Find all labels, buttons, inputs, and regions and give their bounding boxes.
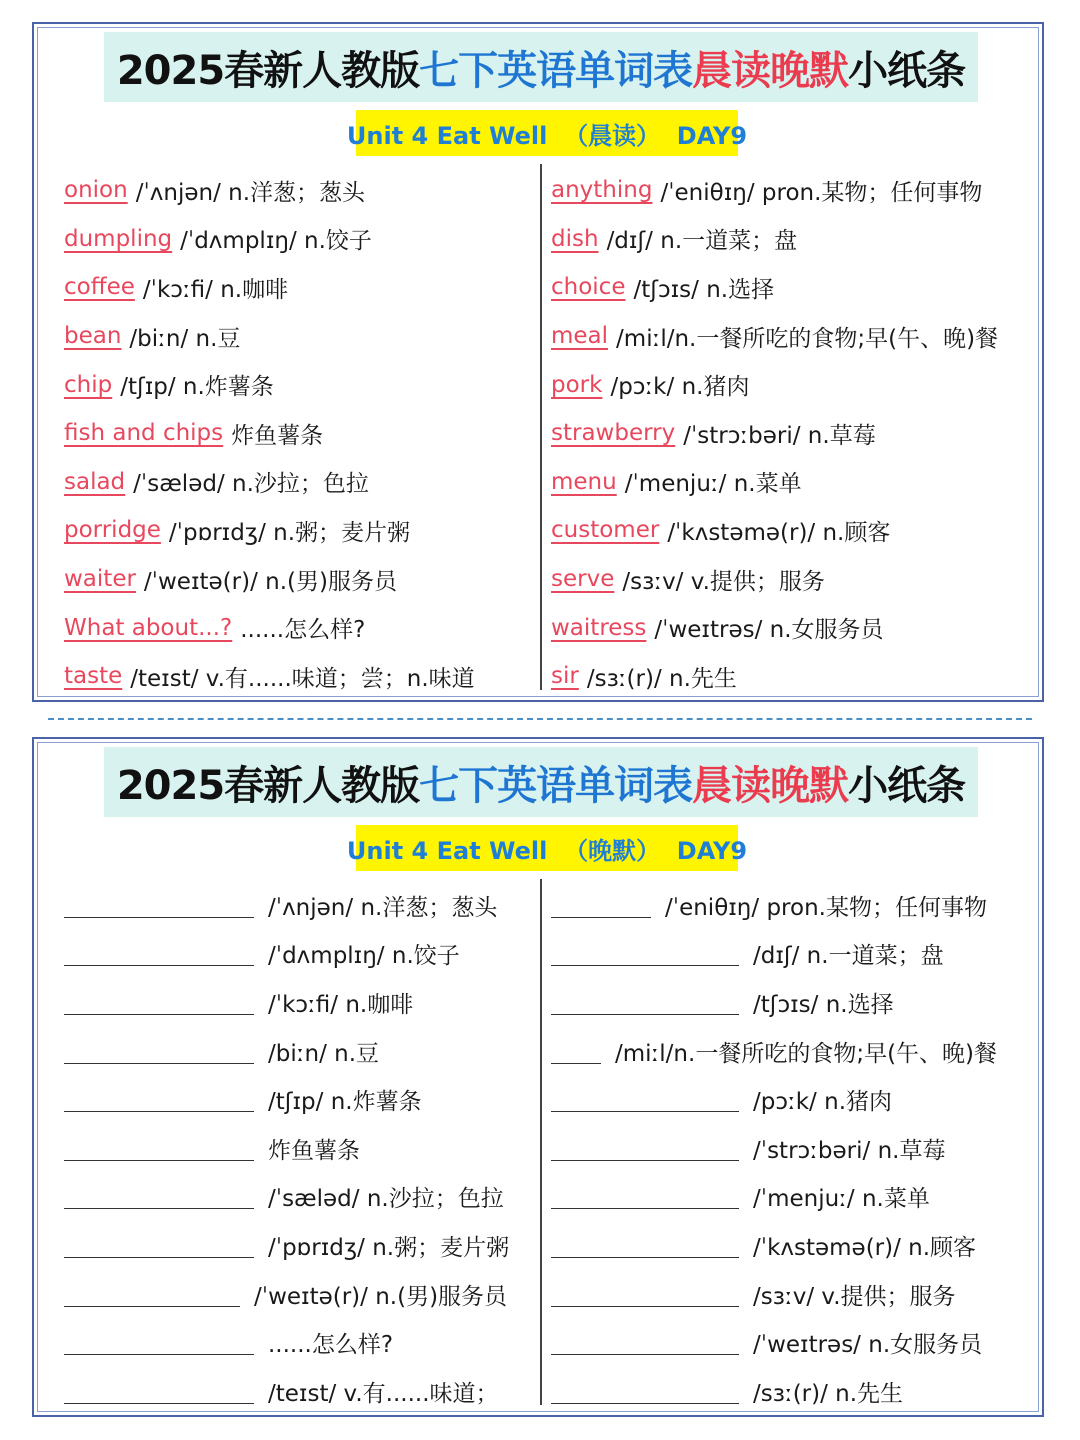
vocab-row bbox=[551, 409, 1037, 458]
vocab-word: chip bbox=[64, 371, 113, 398]
vocab-definition: /ˈmenjuː/ n.菜单 bbox=[624, 471, 802, 498]
vocab-word: sir bbox=[551, 663, 579, 690]
evening-right-column bbox=[551, 881, 1037, 1416]
vocab-definition: /teɪst/ v.有......味道；尝；n.味道 bbox=[130, 665, 475, 692]
vocab-definition: /ˈweɪtə(r)/ n.(男)服务员 bbox=[143, 568, 397, 595]
page-title bbox=[104, 747, 978, 817]
page-title bbox=[104, 32, 978, 102]
vocab-row bbox=[64, 1270, 534, 1319]
morning-right-column bbox=[551, 166, 1037, 701]
evening-left-column bbox=[64, 881, 534, 1416]
title-part1: 2025春新人教版 bbox=[116, 762, 420, 809]
vocab-definition: /tʃɪp/ n.炸薯条 bbox=[120, 374, 274, 401]
vocab-word: anything bbox=[551, 177, 653, 204]
vocab-definition: /tʃɔɪs/ n.选择 bbox=[753, 991, 894, 1018]
title-part2: 七下英语单词表 bbox=[419, 762, 693, 809]
vocab-row bbox=[64, 506, 534, 555]
vocab-row bbox=[64, 312, 534, 361]
vocab-row bbox=[551, 1027, 1037, 1076]
vocab-definition: /ˈkʌstəmə(r)/ n.顾客 bbox=[667, 519, 891, 546]
answer-blank[interactable] bbox=[64, 1282, 240, 1307]
vocab-word: dumpling bbox=[64, 225, 173, 252]
vocab-row bbox=[551, 360, 1037, 409]
vocab-word: porridge bbox=[64, 517, 161, 544]
vocab-row bbox=[551, 881, 1037, 930]
vocab-row bbox=[551, 215, 1037, 264]
answer-blank[interactable] bbox=[551, 1087, 739, 1112]
vocab-row bbox=[64, 652, 534, 701]
answer-blank[interactable] bbox=[64, 1379, 254, 1404]
title-part4: 小纸条 bbox=[848, 762, 966, 809]
vocab-definition: /ˈʌnjən/ n.洋葱；葱头 bbox=[268, 894, 498, 921]
answer-blank[interactable] bbox=[64, 990, 254, 1015]
vocab-definition: /ˈstrɔːbəri/ n.草莓 bbox=[753, 1137, 946, 1164]
title-part2: 七下英语单词表 bbox=[419, 47, 693, 94]
vocab-row bbox=[551, 312, 1037, 361]
vocab-row bbox=[551, 652, 1037, 701]
vocab-definition: /ˈpɒrɪdʒ/ n.粥；麦片粥 bbox=[168, 519, 411, 546]
vocab-row bbox=[64, 166, 534, 215]
vocab-row bbox=[551, 1318, 1037, 1367]
vocab-definition: /pɔːk/ n.猪肉 bbox=[610, 374, 750, 401]
answer-blank[interactable] bbox=[551, 990, 739, 1015]
answer-blank[interactable] bbox=[551, 1184, 739, 1209]
vocab-word: What about...? bbox=[64, 614, 233, 641]
vocab-definition: /sɜːv/ v.提供；服务 bbox=[753, 1283, 956, 1310]
answer-blank[interactable] bbox=[551, 1039, 601, 1064]
column-divider bbox=[540, 879, 542, 1405]
vocab-definition: /biːn/ n.豆 bbox=[129, 325, 241, 352]
vocab-row bbox=[64, 930, 534, 979]
vocab-definition: /ˈeniθɪŋ/ pron.某物；任何事物 bbox=[665, 894, 987, 921]
vocab-row bbox=[64, 555, 534, 604]
vocab-word: waitress bbox=[551, 614, 647, 641]
vocab-row bbox=[64, 881, 534, 930]
vocab-row bbox=[551, 555, 1037, 604]
vocab-row bbox=[551, 263, 1037, 312]
vocab-definition: /dɪʃ/ n.一道菜；盘 bbox=[606, 228, 798, 255]
vocab-definition: /ˈsæləd/ n.沙拉；色拉 bbox=[268, 1186, 504, 1213]
vocab-row bbox=[64, 458, 534, 507]
vocab-definition: /sɜːv/ v.提供；服务 bbox=[622, 568, 825, 595]
vocab-row bbox=[551, 1173, 1037, 1222]
vocab-definition: /ˈʌnjən/ n.洋葱；葱头 bbox=[135, 179, 366, 206]
vocab-definition: /tʃɔɪs/ n.选择 bbox=[633, 276, 775, 303]
vocab-definition: /ˈweɪtrəs/ n.女服务员 bbox=[753, 1332, 983, 1359]
answer-blank[interactable] bbox=[64, 1039, 254, 1064]
vocab-word: choice bbox=[551, 274, 626, 301]
vocab-definition: ......怎么样? bbox=[268, 1332, 394, 1359]
vocab-definition: /ˈdʌmplɪŋ/ n.饺子 bbox=[180, 228, 372, 255]
vocab-word: waiter bbox=[64, 566, 136, 593]
answer-blank[interactable] bbox=[551, 1330, 739, 1355]
vocab-definition: /ˈweɪtə(r)/ n.(男)服务员 bbox=[254, 1283, 508, 1310]
vocab-row bbox=[551, 1221, 1037, 1270]
vocab-word: menu bbox=[551, 468, 617, 495]
vocab-definition: /sɜː(r)/ n.先生 bbox=[753, 1380, 904, 1407]
vocab-word: meal bbox=[551, 323, 609, 350]
vocab-word: onion bbox=[64, 177, 128, 204]
vocab-definition: /sɜː(r)/ n.先生 bbox=[586, 665, 737, 692]
vocab-definition: /ˈdʌmplɪŋ/ n.饺子 bbox=[268, 943, 460, 970]
answer-blank[interactable] bbox=[64, 1184, 254, 1209]
vocab-word: salad bbox=[64, 468, 126, 495]
vocab-word: serve bbox=[551, 566, 615, 593]
title-part3: 晨读晚默 bbox=[692, 47, 849, 94]
vocab-row bbox=[551, 1367, 1037, 1416]
vocab-row bbox=[551, 1075, 1037, 1124]
vocab-row bbox=[64, 1173, 534, 1222]
vocab-definition: /dɪʃ/ n.一道菜；盘 bbox=[753, 943, 944, 970]
vocab-word: bean bbox=[64, 323, 122, 350]
vocab-definition: /teɪst/ v.有......味道； bbox=[268, 1380, 499, 1407]
title-part3: 晨读晚默 bbox=[692, 762, 849, 809]
vocab-word: taste bbox=[64, 663, 123, 690]
vocab-row bbox=[551, 458, 1037, 507]
vocab-definition: 炸鱼薯条 bbox=[268, 1137, 360, 1164]
vocab-row bbox=[551, 506, 1037, 555]
vocab-row bbox=[64, 1124, 534, 1173]
answer-blank[interactable] bbox=[551, 941, 739, 966]
vocab-word: fish and chips bbox=[64, 420, 224, 447]
vocab-row bbox=[64, 1318, 534, 1367]
vocab-word: customer bbox=[551, 517, 660, 544]
vocab-row bbox=[64, 215, 534, 264]
vocab-word: dish bbox=[551, 225, 599, 252]
vocab-definition: /ˈstrɔːbəri/ n.草莓 bbox=[683, 422, 876, 449]
vocab-definition: /ˈeniθɪŋ/ pron.某物；任何事物 bbox=[660, 179, 983, 206]
vocab-definition: /pɔːk/ n.猪肉 bbox=[753, 1089, 892, 1116]
vocab-definition: ......怎么样? bbox=[240, 617, 366, 644]
vocab-definition: /miːl/n.一餐所吃的食物;早(午、晚)餐 bbox=[615, 1040, 998, 1067]
vocab-word: pork bbox=[551, 371, 603, 398]
answer-blank[interactable] bbox=[64, 941, 254, 966]
column-divider bbox=[540, 164, 542, 690]
vocab-row bbox=[551, 166, 1037, 215]
vocab-row bbox=[64, 1221, 534, 1270]
answer-blank[interactable] bbox=[64, 1233, 254, 1258]
vocab-definition: /ˈpɒrɪdʒ/ n.粥；麦片粥 bbox=[268, 1234, 510, 1261]
vocab-row bbox=[64, 263, 534, 312]
vocab-row bbox=[64, 1027, 534, 1076]
vocab-row bbox=[551, 930, 1037, 979]
vocab-row bbox=[64, 978, 534, 1027]
vocab-word: strawberry bbox=[551, 420, 676, 447]
vocab-definition: /ˈweɪtrəs/ n.女服务员 bbox=[654, 617, 884, 644]
vocab-word: coffee bbox=[64, 274, 135, 301]
vocab-row bbox=[64, 1367, 534, 1416]
vocab-definition: /tʃɪp/ n.炸薯条 bbox=[268, 1089, 422, 1116]
morning-left-column bbox=[64, 166, 534, 701]
answer-blank[interactable] bbox=[64, 893, 254, 918]
answer-blank[interactable] bbox=[64, 1136, 254, 1161]
title-part1: 2025春新人教版 bbox=[116, 47, 420, 94]
vocab-row bbox=[551, 1270, 1037, 1319]
vocab-definition: /ˈmenjuː/ n.菜单 bbox=[753, 1186, 930, 1213]
vocab-definition: /ˈkɔːfi/ n.咖啡 bbox=[142, 276, 289, 303]
vocab-row bbox=[64, 603, 534, 652]
morning-panel bbox=[32, 22, 1044, 702]
vocab-definition: /ˈkʌstəmə(r)/ n.顾客 bbox=[753, 1234, 977, 1261]
vocab-row bbox=[64, 360, 534, 409]
vocab-row bbox=[551, 603, 1037, 652]
answer-blank[interactable] bbox=[551, 1136, 739, 1161]
vocab-row bbox=[64, 409, 534, 458]
vocab-row bbox=[551, 1124, 1037, 1173]
vocab-definition: /ˈkɔːfi/ n.咖啡 bbox=[268, 991, 414, 1018]
vocab-row bbox=[64, 1075, 534, 1124]
morning-subtitle: Unit 4 Eat Well （晨读） DAY9 bbox=[356, 110, 738, 156]
answer-blank[interactable] bbox=[551, 893, 651, 918]
title-part4: 小纸条 bbox=[848, 47, 966, 94]
cut-line bbox=[48, 718, 1032, 720]
vocab-definition: /miːl/n.一餐所吃的食物;早(午、晚)餐 bbox=[616, 325, 999, 352]
answer-blank[interactable] bbox=[64, 1087, 254, 1112]
vocab-row bbox=[551, 978, 1037, 1027]
vocab-definition: /biːn/ n.豆 bbox=[268, 1040, 380, 1067]
evening-panel bbox=[32, 737, 1044, 1417]
answer-blank[interactable] bbox=[551, 1379, 739, 1404]
answer-blank[interactable] bbox=[551, 1282, 739, 1307]
vocab-definition: /ˈsæləd/ n.沙拉；色拉 bbox=[133, 471, 369, 498]
evening-subtitle: Unit 4 Eat Well （晚默） DAY9 bbox=[356, 825, 738, 871]
answer-blank[interactable] bbox=[551, 1233, 739, 1258]
vocab-definition: 炸鱼薯条 bbox=[231, 422, 324, 449]
answer-blank[interactable] bbox=[64, 1330, 254, 1355]
